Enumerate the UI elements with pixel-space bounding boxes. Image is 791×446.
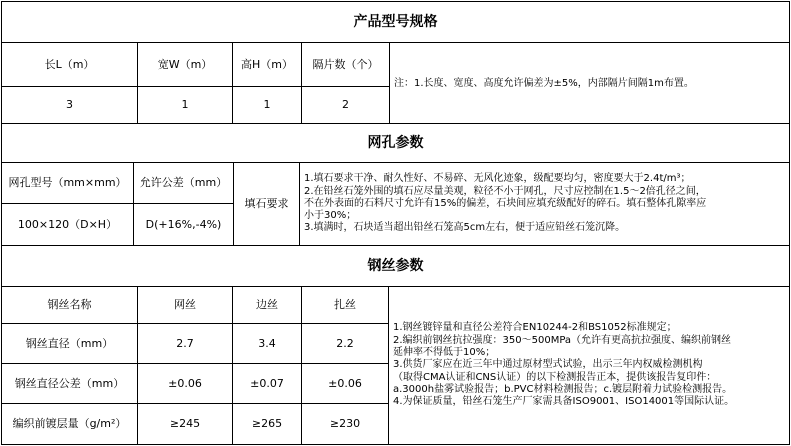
fill-note-line: 不在外表面的石料尺寸允许有15%的偏差，石块间应填充级配好的碎石。填石整体孔隙率应 (304, 197, 707, 209)
wire-header-mesh: 网丝 (137, 286, 233, 324)
tolerance-value: D(+16%,-4%) (133, 203, 234, 246)
fill-requirement-notes (299, 162, 790, 246)
wire-diameter-label: 钢丝直径（mm） (1, 323, 138, 364)
section2-title: 网孔参数 (1, 123, 790, 163)
fill-note-line: 小于30%； (304, 210, 357, 222)
fill-requirement-label: 填石要求 (233, 162, 300, 246)
tolerance-label: 允许公差（mm） (133, 162, 234, 204)
value-length: 3 (1, 86, 138, 124)
wire-note-line: （取得CMA认证和CNS认证）的以下检测报告正本，提供该报告复印件： (393, 371, 717, 383)
wire-header-name: 钢丝名称 (1, 286, 138, 324)
wire-diameter-tie: 2.2 (301, 323, 389, 364)
value-width: 1 (137, 86, 233, 124)
value-height: 1 (232, 86, 302, 124)
wire-diameter-mesh: 2.7 (137, 323, 233, 364)
header-width: 宽W（m） (137, 42, 233, 87)
wire-notes (388, 286, 790, 445)
wire-header-tie: 扎丝 (301, 286, 389, 324)
wire-diameter-edge: 3.4 (232, 323, 302, 364)
wire-note-line: 3.供货厂家应在近三年中通过原材型式试验，出示三年内权威检测机构 (393, 359, 703, 371)
header-partitions: 隔片数（个） (301, 42, 390, 87)
wire-note-line: 延伸率不得低于10%； (393, 347, 496, 359)
mesh-type-value: 100×120（D×H） (1, 203, 134, 246)
coating-tie: ≥230 (301, 403, 389, 445)
diameter-tolerance-edge: ±0.07 (232, 363, 302, 404)
wire-note-line: 2.编织前钢丝抗拉强度：350～500MPa（允许有更高抗拉强度、编织前钢丝 (393, 334, 732, 346)
coating-edge: ≥265 (232, 403, 302, 445)
wire-note-line: a.3000h盐雾试验报告；b.PVC材料检测报告；c.镀层附着力试验检测报告。 (393, 383, 733, 395)
fill-note-line: 3.填满时，石块适当超出铅丝石笼高5cm左右，便于适应铅丝石笼沉降。 (304, 222, 626, 234)
header-height: 高H（m） (232, 42, 302, 87)
diameter-tolerance-tie: ±0.06 (301, 363, 389, 404)
wire-header-edge: 边丝 (232, 286, 302, 324)
diameter-tolerance-label: 钢丝直径公差（mm） (1, 363, 138, 404)
section1-title: 产品型号规格 (1, 1, 790, 43)
section1-note: 注：1.长度、宽度、高度允许偏差为±5%，内部隔片间隔1m布置。 (389, 42, 790, 124)
header-length: 长L（m） (1, 42, 138, 87)
wire-note-line: 4.为保证质量，铅丝石笼生产厂家需具备ISO9001、ISO14001等国际认证。 (393, 396, 735, 408)
coating-mesh: ≥245 (137, 403, 233, 445)
section3-title: 钢丝参数 (1, 245, 790, 287)
wire-note-line: 1.钢丝镀锌量和直径公差符合EN10244-2和BS1052标准规定； (393, 322, 677, 334)
value-partitions: 2 (301, 86, 390, 124)
mesh-type-label: 网孔型号（mm×mm） (1, 162, 134, 204)
fill-note-line: 2.在铅丝石笼外围的填石应尽量美观，粒径不小于网孔，尺寸应控制在1.5～2倍孔径之间， (304, 185, 706, 197)
coating-label: 编织前镀层量（g/m²） (1, 403, 138, 445)
diameter-tolerance-mesh: ±0.06 (137, 363, 233, 404)
fill-note-line: 1.填石要求干净、耐久性好、不易碎、无风化迹象，级配要均匀，密度要大于2.4t/m³； (304, 173, 691, 185)
